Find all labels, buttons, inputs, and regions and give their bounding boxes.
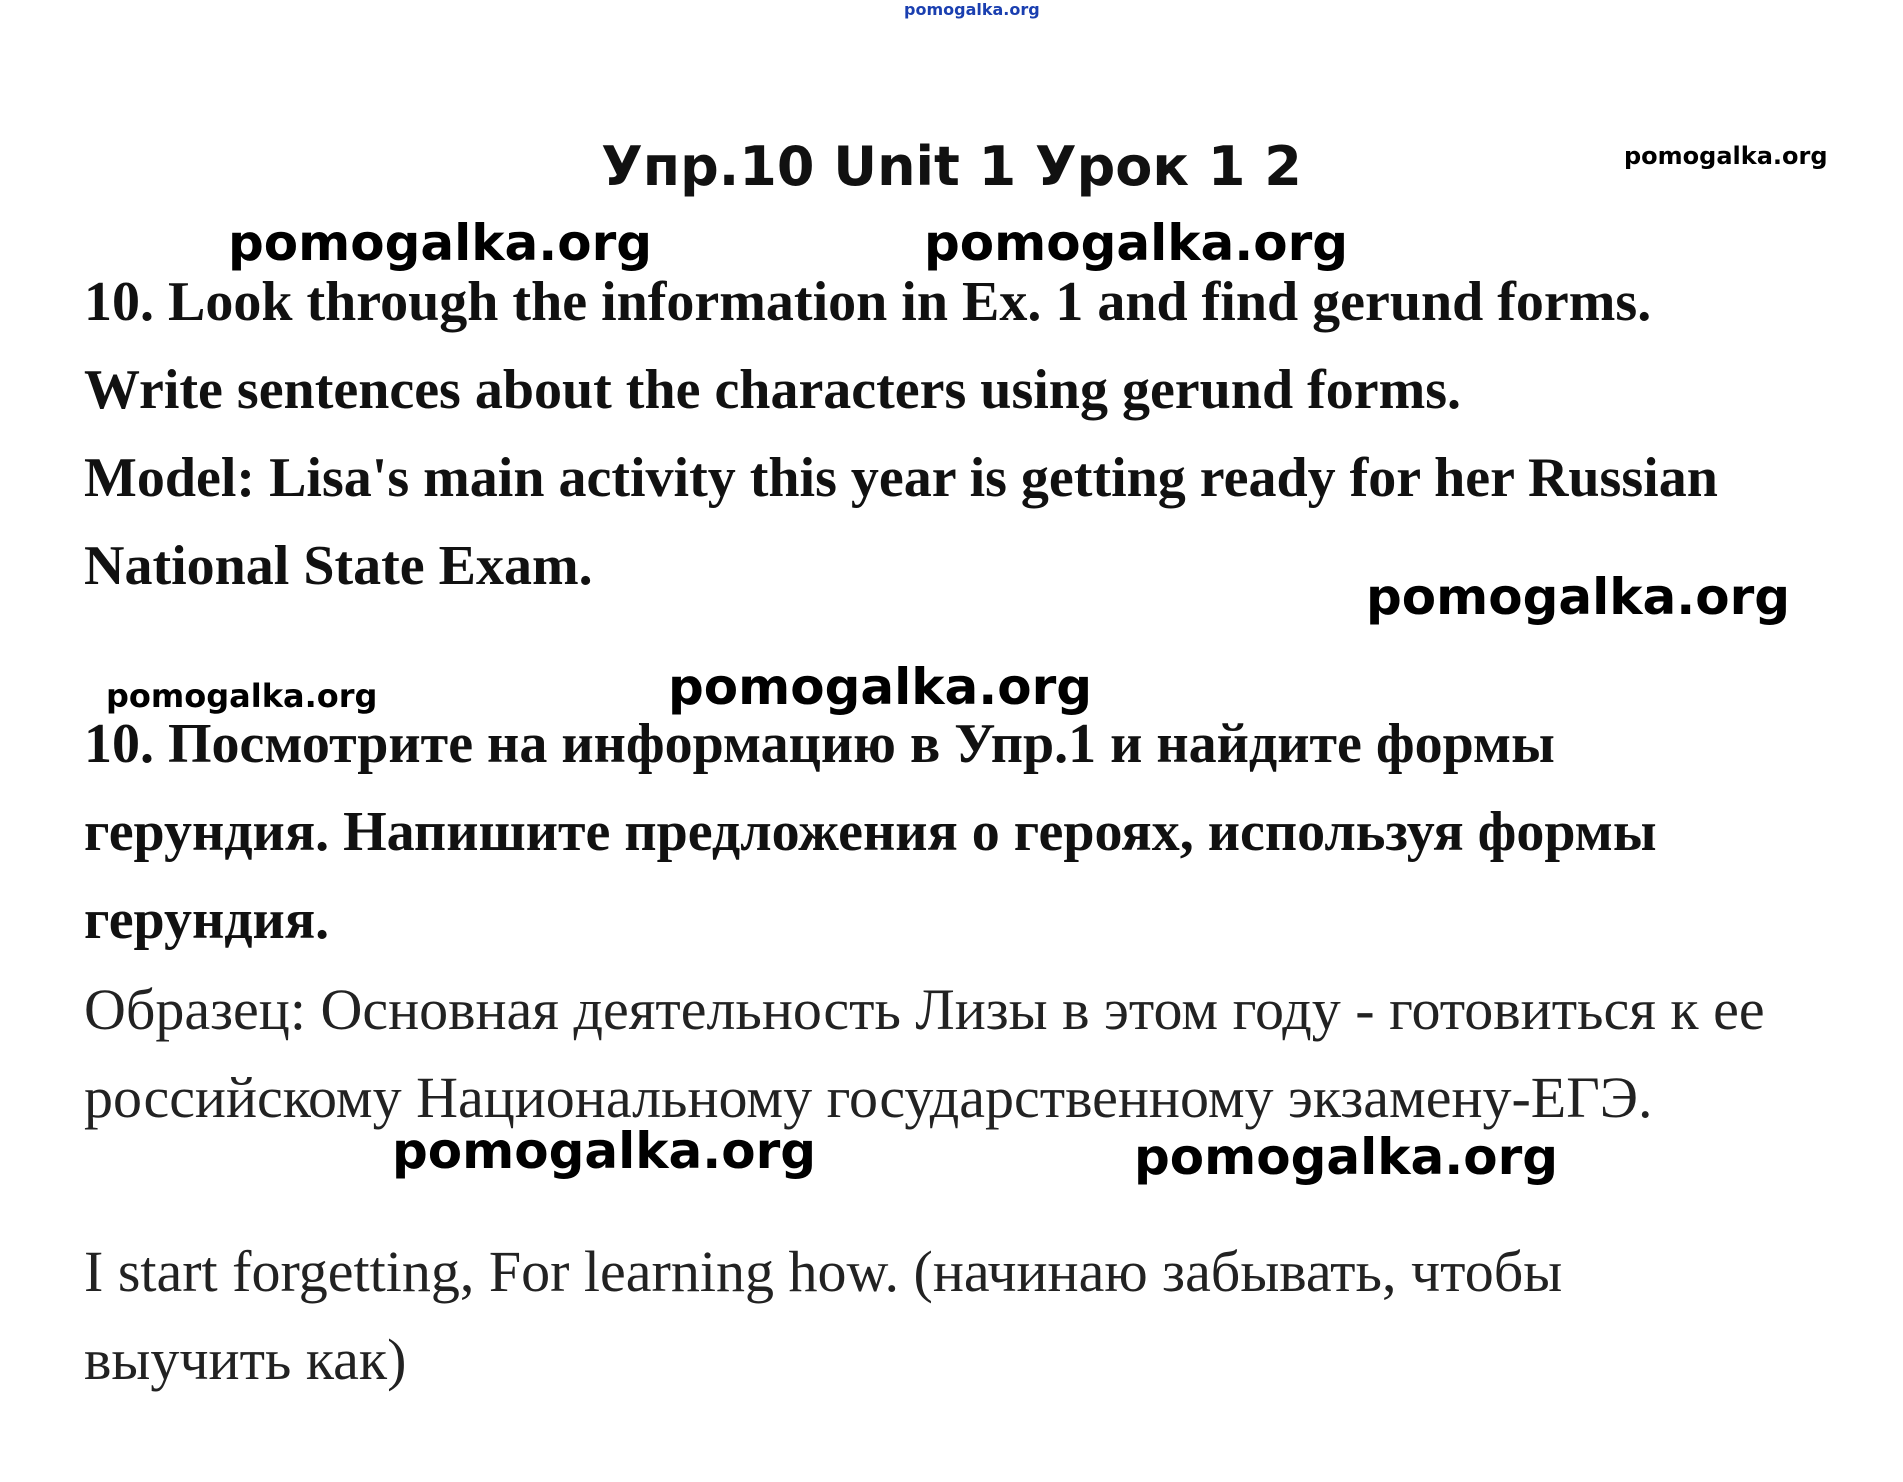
answer-line: выучить как) — [84, 1327, 407, 1392]
answer — [84, 1228, 1824, 1404]
watermark-mid-left-small: pomogalka.org — [106, 677, 378, 715]
watermark-mid-right: pomogalka.org — [1366, 568, 1791, 626]
model-russian — [84, 966, 1824, 1142]
watermark-top: pomogalka.org — [904, 0, 1040, 19]
task-russian-line: герундия. — [84, 889, 330, 951]
task-russian-line: герундия. Напишите предложения о героях, используя формы — [84, 801, 1657, 863]
watermark-row1-center: pomogalka.org — [924, 214, 1349, 272]
task-english-line: National State Exam. — [84, 535, 593, 597]
answer-line: I start forgetting, For learning how. (начинаю забывать, чтобы — [84, 1239, 1563, 1304]
task-english-line: Model: Lisa's main activity this year is getting ready for her Russian — [84, 447, 1718, 509]
task-english-line: 10. Look through the information in Ex. 1 and find gerund forms. — [84, 271, 1652, 333]
page-title: Упр.10 Unit 1 Урок 1 2 — [601, 135, 1302, 198]
watermark-row1-left: pomogalka.org — [228, 214, 653, 272]
task-english — [84, 258, 1824, 610]
task-russian-line: 10. Посмотрите на информацию в Упр.1 и найдите формы — [84, 713, 1555, 775]
model-russian-line: Образец: Основная деятельность Лизы в этом году - готовиться к ее — [84, 977, 1765, 1042]
model-russian-line: российскому Национальному государственному экзамену-ЕГЭ. — [84, 1065, 1653, 1130]
watermark-lower-left: pomogalka.org — [392, 1122, 817, 1180]
watermark-mid-center: pomogalka.org — [668, 658, 1093, 716]
watermark-title-right: pomogalka.org — [1624, 142, 1828, 170]
task-english-line: Write sentences about the characters using gerund forms. — [84, 359, 1462, 421]
watermark-lower-right: pomogalka.org — [1134, 1128, 1559, 1186]
task-russian — [84, 700, 1824, 964]
